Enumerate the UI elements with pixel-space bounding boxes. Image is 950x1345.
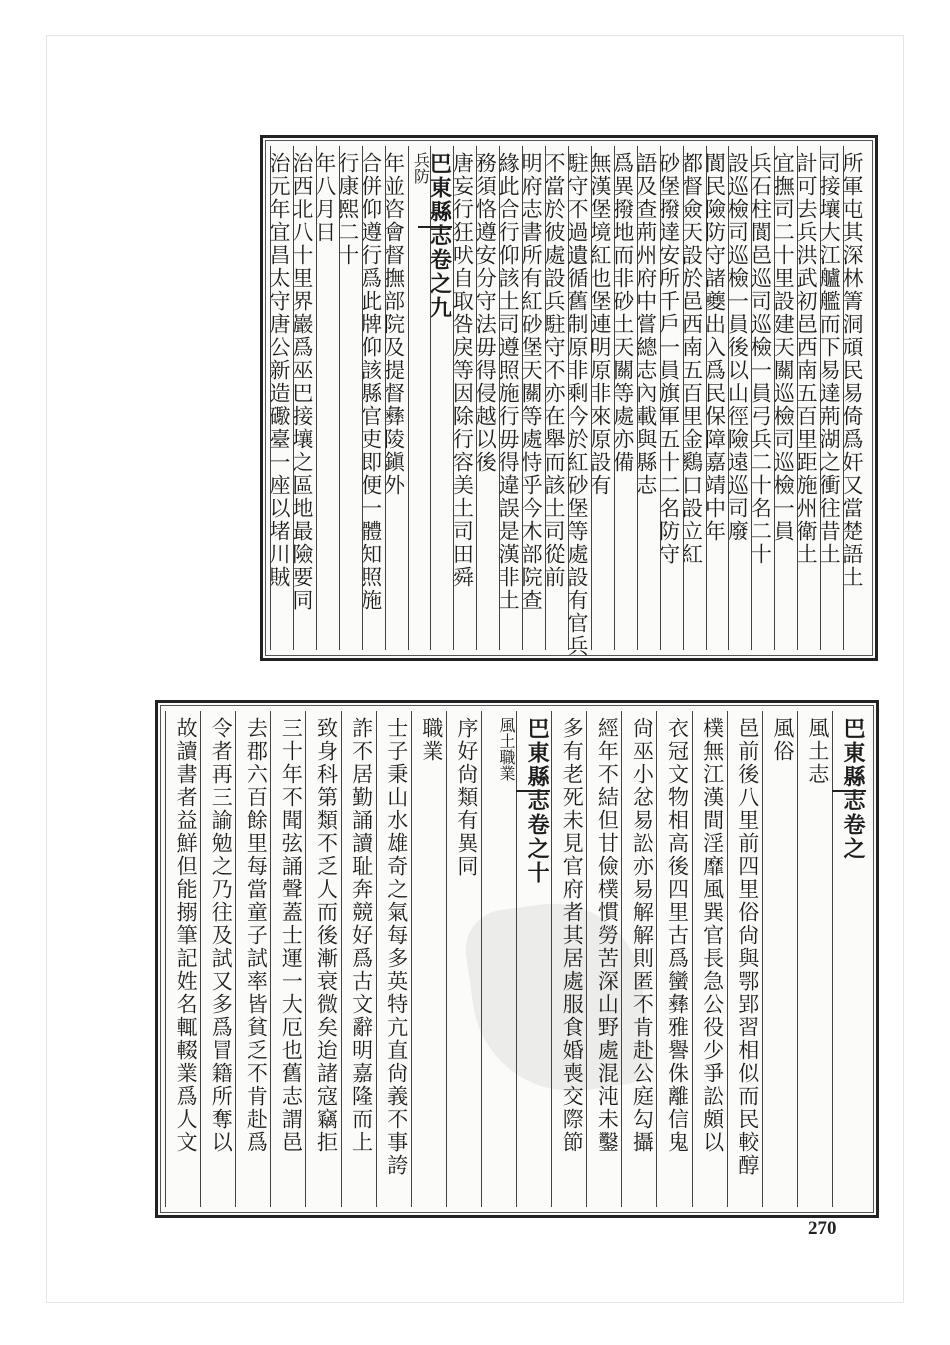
text-column: 尙巫小忿易訟亦易解解則匿不肯赴公庭勾攝 [630,717,655,1154]
text-column: 務須恪遵安分守法毋得侵越以後 [473,152,498,474]
text-column: 邑前後八里前四里俗尙與鄂郢習相似而民較醇 [735,717,760,1177]
text-column: 合併仰遵行爲此牌仰該縣官吏即便一體知照施 [358,152,383,612]
column-rule [637,146,638,650]
text-column: 計可去兵洪武初邑西南五百里距施州衛土 [794,152,819,566]
column-rule [376,711,377,1207]
column-rule [339,146,340,650]
column-rule [774,146,775,650]
text-column: 駐守不過遺循舊制原非剩今於紅砂堡等處設有官兵 [564,152,589,658]
text-column: 多有老死未見官府者其居處服食婚喪交際節 [560,717,585,1154]
column-rule [832,711,833,1207]
lower-book-leaf [155,700,879,1218]
section-label-column: 兵防 [411,152,431,184]
text-column: 致身科第類不乏人而後漸衰微矣迨諸寇竊拒 [314,717,339,1154]
text-column: 宜撫司二十里設建天關巡檢司巡檢一員 [771,152,796,543]
column-rule [411,711,412,1207]
column-rule [706,146,707,650]
text-column: 唐妄行狂吠自取咎戾等因除行容美土司田舜 [450,152,475,589]
column-rule [797,711,798,1207]
column-rule [660,146,661,650]
text-column: 閬民險防守諸夔出入爲民保障嘉靖中年 [702,152,727,543]
text-column: 所軍屯其深林箐洞頑民易倚爲奸又當楚語土 [840,152,864,589]
text-column: 無漢堡境紅也堡連明原非來原設有 [587,152,612,497]
text-column: 緣此合行仰該土司遵照施行毋得違誤是漢非土 [496,152,521,612]
column-rule [551,711,552,1207]
column-rule [430,146,431,650]
column-rule [820,146,821,650]
upper-book-leaf [260,135,878,661]
column-rule [522,146,523,650]
column-rule [385,146,386,650]
text-column: 都督僉天設於邑西南五百里金鷄口設立紅 [679,152,704,566]
text-column: 年八月日 [312,152,337,244]
text-column: 兵石柱閬邑巡司巡檢一員弓兵二十名二十 [748,152,773,566]
column-rule [568,146,569,650]
text-column: 行康熙二十 [335,152,360,267]
column-rule [235,711,236,1207]
column-rule [270,146,271,650]
chapter-heading-column: 巴東縣志卷之 [840,717,866,861]
text-column: 明府志書所有紅砂堡天關等處恃乎今木部院查 [519,152,544,612]
column-rule [316,146,317,650]
text-column: 司接壤大江艫艦而下易達荊湖之衝往昔土 [817,152,842,566]
fishtail-mark [516,790,550,792]
text-column: 治元年宜昌太守唐公新造礮臺一座以堵川賊 [266,152,291,589]
text-column: 年並咨會督撫部院及提督彝陵鎭外 [381,152,406,497]
text-column: 語及查荊州府中嘗總志內載與縣志 [633,152,658,497]
text-column: 經年不結但甘儉樸慣勞苦深山野處混沌未鑿 [595,717,620,1154]
column-rule [545,146,546,650]
column-rule [200,711,201,1207]
text-column: 士子秉山水雄奇之氣每多英特亢直尙義不事誇 [384,717,409,1177]
column-rule [341,711,342,1207]
column-rule [727,711,728,1207]
column-rule [751,146,752,650]
column-rule [683,146,684,650]
text-column: 三十年不聞弦誦聲蓋士運一大厄也舊志謂邑 [279,717,304,1154]
text-column: 故讀書者益鮮但能搦筆記姓名輒輟業爲人文 [174,717,199,1154]
text-column: 樸無江漢間淫靡風巽官長急公役少爭訟頗以 [700,717,725,1154]
column-rule [586,711,587,1207]
column-rule [165,711,166,1207]
text-column: 職業 [419,717,444,763]
text-column: 風俗 [770,717,795,763]
column-rule [446,711,447,1207]
fishtail-mark [832,790,866,792]
column-rule [499,146,500,650]
column-rule [797,146,798,650]
column-rule [408,146,409,650]
text-column: 不當於彼處設兵駐守不亦在舉而該土司從前 [542,152,566,589]
text-column: 詐不居勤誦讀耻奔競好爲古文辭明嘉隆而上 [349,717,374,1154]
column-rule [692,711,693,1207]
column-rule [481,711,482,1207]
column-rule [591,146,592,650]
column-rule [362,146,363,650]
column-rule [516,711,517,1207]
text-column: 治西北八十里界巖爲巫巴接壤之區地最險要同 [289,152,314,612]
chapter-heading-column: 巴東縣志卷之九 [426,152,453,320]
section-label-column: 風土職業 [497,717,516,781]
column-rule [293,146,294,650]
column-rule [728,146,729,650]
text-column: 風土志 [805,717,830,786]
text-column: 序好尙類有異同 [454,717,479,878]
text-column: 衣冠文物相高後四里古爲蠻彝雅譽侏離信鬼 [665,717,690,1154]
column-rule [762,711,763,1207]
text-column: 設巡檢司巡檢一員後以山徑險遠巡司廢 [725,152,750,543]
column-rule [614,146,615,650]
text-column: 令者再三諭勉之乃往及試又多爲冒籍所奪以 [209,717,234,1154]
text-column: 去郡六百餘里每當童子試率皆貧乏不肯赴爲 [244,717,269,1154]
chapter-heading-column: 巴東縣志卷之十 [524,717,551,885]
column-rule [305,711,306,1207]
column-rule [621,711,622,1207]
page-number: 270 [808,1218,837,1239]
column-rule [270,711,271,1207]
column-rule [476,146,477,650]
text-column: 爲異撥地而非砂土天關等處亦備 [610,152,635,474]
text-column: 砂堡撥達安所千戶一員旗軍五十二名防守 [656,152,681,566]
column-rule [843,146,844,650]
column-rule [453,146,454,650]
column-rule [656,711,657,1207]
